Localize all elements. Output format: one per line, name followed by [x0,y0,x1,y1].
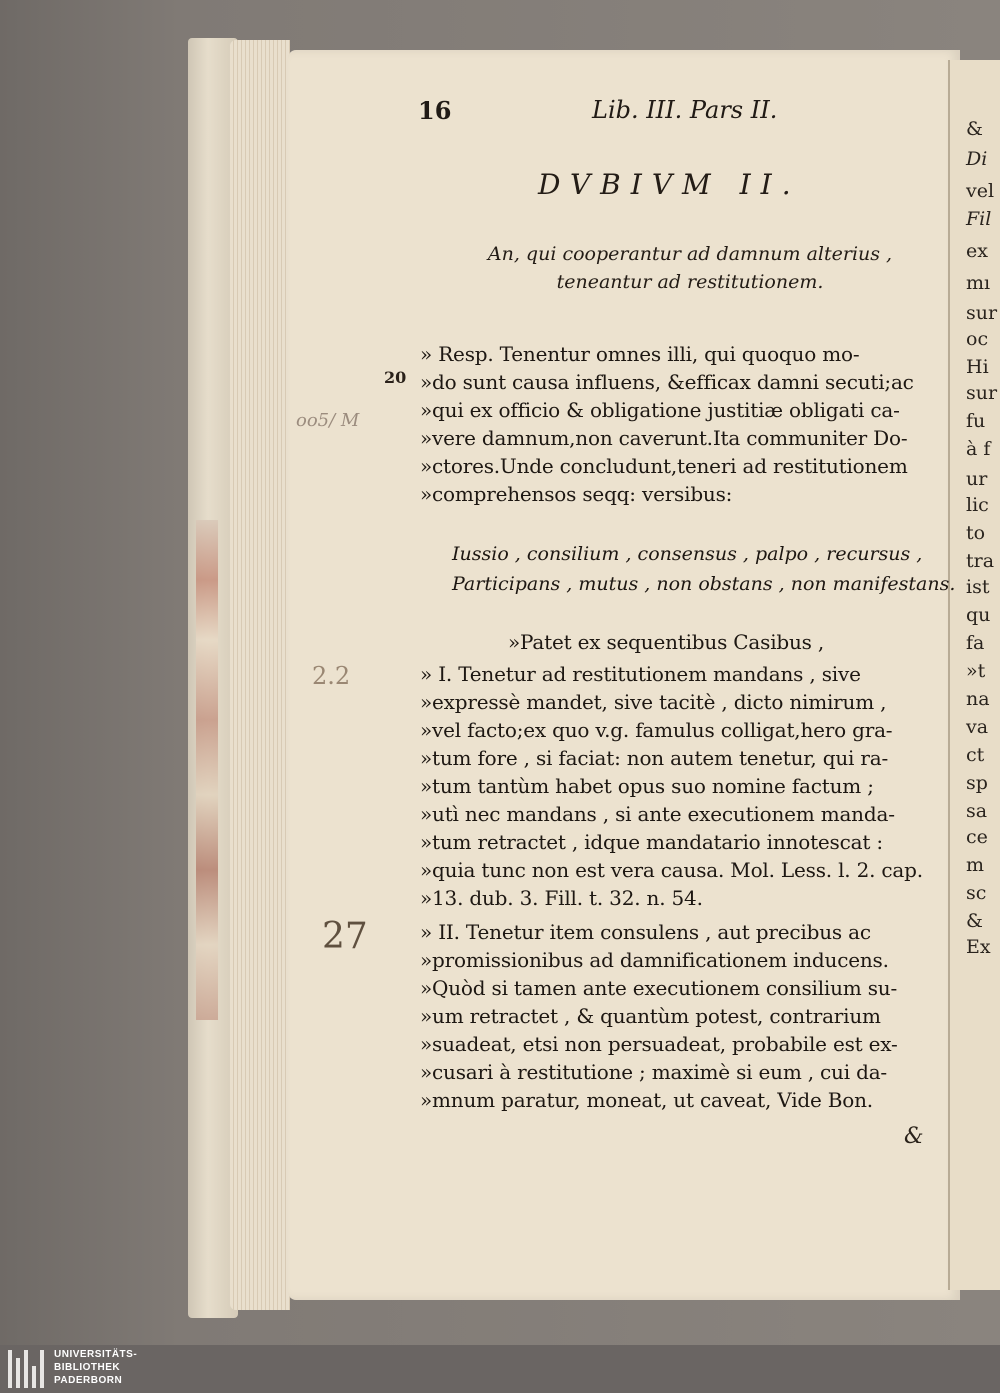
subtitle-line-2: teneantur ad restitutionem. [556,271,824,293]
verse-line-2: Participans , mutus , non obstans , non manifestans. [452,573,956,595]
page-folio: 16 [418,96,452,125]
facing-page-fragment: na [966,688,990,710]
case-line-6: »utì nec mandans , si ante executionem manda- [420,802,895,826]
facing-page-fragment: »t [966,660,986,682]
facing-page-fragment: qu [966,604,991,626]
case-line-7: »tum retractet , idque mandatario innotescat : [420,830,883,854]
case-line-1: » I. Tenetur ad restitutionem mandans , sive [420,662,861,686]
cases-intro: »Patet ex sequentibus Casibus , [508,630,825,654]
facing-page-fragment: à f [966,438,991,460]
case-line-9: »13. dub. 3. Fill. t. 32. n. 54. [420,886,703,910]
catchword: & [904,1124,924,1149]
facing-page-strip [948,60,1000,1290]
case-line-3: »vel facto;ex quo v.g. famulus colligat,hero gra- [420,718,893,742]
case-line-8: »quia tunc non est vera causa. Mol. Less. l. 2. cap. [420,858,923,882]
marbled-edge [196,520,218,1020]
case-line-5: »tum tantùm habet opus suo nomine factum ; [420,774,874,798]
facing-page-fragment: sa [966,800,988,822]
facing-page-fragment: oc [966,328,989,350]
case-line-16: »mnum paratur, moneat, ut caveat, Vide Bon. [420,1088,873,1112]
facing-page-fragment: sp [966,772,988,794]
case-line-2: »expressè mandet, sive tacitè , dicto nimirum , [420,690,887,714]
facing-page-fragment: mı [966,272,991,294]
facing-page-fragment: & [966,118,983,140]
facing-page-fragment: va [966,716,989,738]
case-line-11: »promissionibus ad damnificationem inducens. [420,948,889,972]
footer-line-3: PADERBORN [54,1375,123,1386]
facing-page-fragment: lic [966,494,989,516]
footer-line-1: UNIVERSITÄTS- [54,1349,138,1360]
facing-page-fragment: ce [966,826,988,848]
facing-page-fragment: Fil [966,208,992,230]
footer-line-2: BIBLIOTHEK [54,1362,121,1373]
facing-page-fragment: sur [966,302,998,324]
subtitle-line-1: An, qui cooperantur ad damnum alterius , [487,243,893,265]
facing-page-fragment: Di [966,148,988,170]
facing-page-fragment: Hi [966,356,989,378]
facing-page-fragment: m [966,854,985,876]
facing-page-fragment: fu [966,410,986,432]
library-logo-icon [8,1350,44,1390]
verse-line-1: Iussio , consilium , consensus , palpo , recursus , [452,543,923,565]
facing-page-fragment: sur [966,382,998,404]
margin-number-20: 20 [384,368,407,387]
section-title: DVBIVM II. [538,168,801,201]
margin-number-22: 2.2 [312,662,351,690]
case-line-14: »suadeat, etsi non persuadeat, probabile est ex- [420,1032,898,1056]
facing-page-fragment: Ex [966,936,991,958]
footer-bar [0,1345,1000,1393]
case-line-15: »cusari à restitutione ; maximè si eum , cui da- [420,1060,887,1084]
case-line-12: »Quòd si tamen ante executionem consilium su- [420,976,897,1000]
facing-page-fragment: ur [966,468,988,490]
body-line-1: » Resp. Tenentur omnes illi, qui quoquo mo- [420,342,860,366]
running-head: Lib. III. Pars II. [592,96,778,124]
body-line-3: »qui ex officio & obligatione justitiæ obligati ca- [420,398,900,422]
case-line-10: » II. Tenetur item consulens , aut precibus ac [420,920,871,944]
facing-page-fragment: fa [966,632,985,654]
case-line-4: »tum fore , si faciat: non autem tenetur, qui ra- [420,746,889,770]
facing-page-fragment: to [966,522,986,544]
case-line-13: »um retractet , & quantùm potest, contrarium [420,1004,881,1028]
facing-page-fragment: ex [966,240,988,262]
body-line-6: »comprehensos seqq: versibus: [420,482,733,506]
facing-page-fragment: & [966,910,983,932]
facing-page-fragment: ct [966,744,985,766]
body-line-5: »ctores.Unde concludunt,teneri ad restitutionem [420,454,908,478]
margin-number-27: 27 [322,916,368,957]
facing-page-fragment: tra [966,550,995,572]
facing-page-fragment: sc [966,882,987,904]
facing-page-fragment: vel [966,180,995,202]
facing-page-fragment: ist [966,576,990,598]
body-line-4: »vere damnum,non caverunt.Ita communiter Do- [420,426,908,450]
body-line-2: »do sunt causa influens, &efficax damni secuti;ac [420,370,914,394]
stamp-mark: oo5/ M [296,410,360,431]
page-edges [230,40,290,1310]
